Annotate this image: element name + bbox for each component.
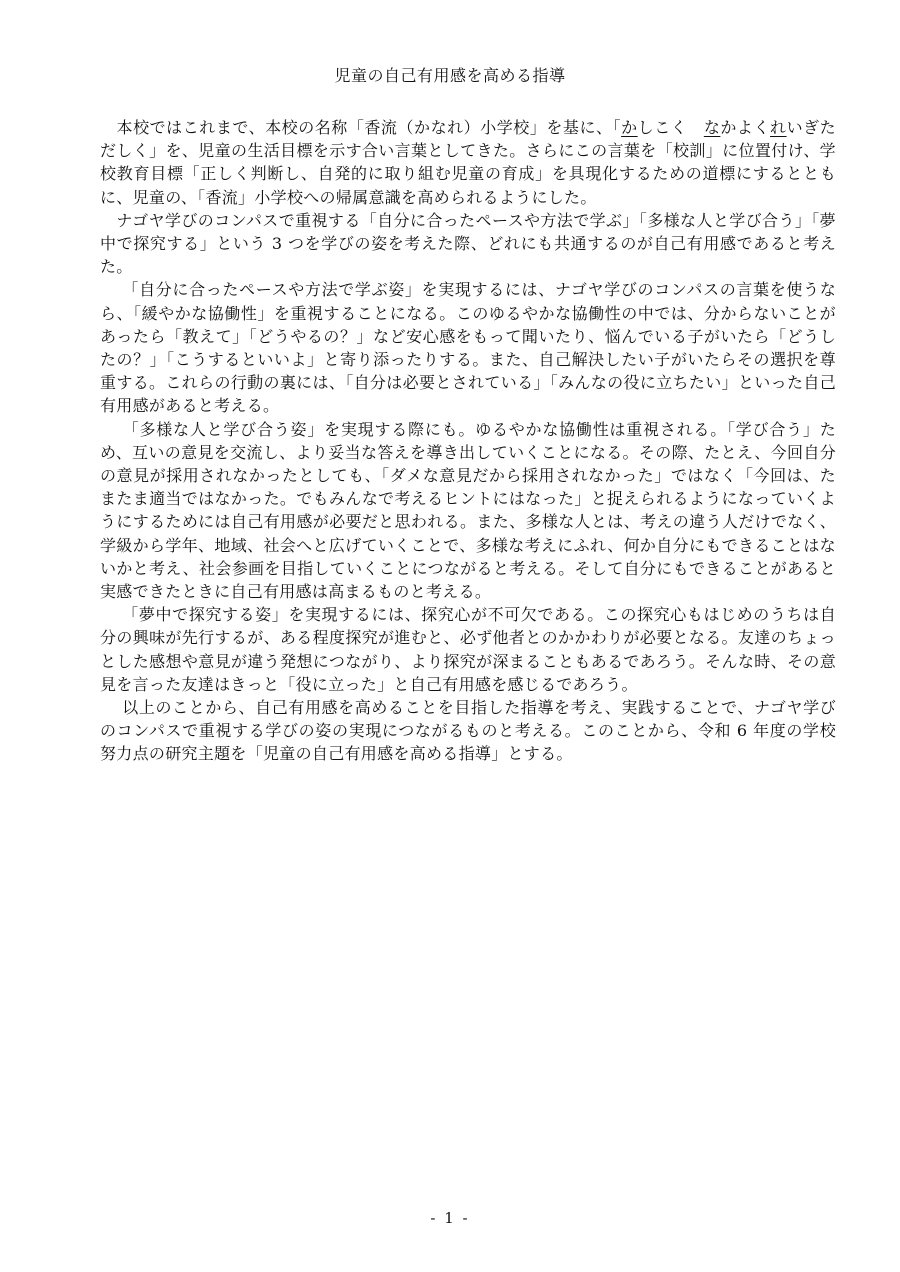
paragraph-indent (100, 211, 116, 230)
underlined-initial: か (621, 118, 638, 137)
paragraph-indent (100, 118, 117, 137)
paragraph-learning-compass (100, 209, 836, 279)
paragraph-text: 「夢中で探究する姿」を実現するには、探究心が不可欠である。この探究心もはじめのうちは自分の興味が先行するが、ある程度探究が進むと、必ず他者とのかかわりが必要となる。友達のちょっとした感想や意見が違う発想につながり、より探究が深まることもあるであろう。そんな時、その意見を言った友達はきっと「役に立った」と自己有用感を感じるであろう。 (100, 605, 836, 694)
paragraph-inquiry (100, 603, 836, 696)
paragraph-indent (100, 698, 122, 717)
page-number: - 1 - (430, 1209, 470, 1227)
paragraph-text: かよく (720, 118, 771, 137)
paragraph-text: 本校ではこれまで、本校の名称「香流（かなれ）小学校」を基に、「 (116, 118, 622, 137)
paragraph-indent (100, 280, 122, 299)
paragraph-indent (100, 420, 123, 439)
paragraph-school-motto (100, 116, 836, 209)
document-body (100, 116, 836, 766)
paragraph-text: 以上のことから、自己有用感を高めることを目指した指導を考え、実践することで、ナゴヤ学びのコンパスで重視する学びの姿の実現につながるものと考える。このことから、令和 6 年度の学校努力点の研究主題を「児童の自己有用感を高める指導」とする。 (100, 698, 836, 764)
page-title: 児童の自己有用感を高める指導 (334, 66, 566, 85)
paragraph-text: しこく (637, 118, 704, 137)
paragraph-own-pace (100, 278, 836, 417)
paragraph-text: いぎただしく」を、児童の生活目標を示す合い言葉としてきた。さらにこの言葉を「校訓」に位置付け、学校教育目標「正しく判断し、自発的に取り組む児童の育成」を具現化するための道標にするとともに、児童の、「香流」小学校への帰属意識を高められるようにした。 (100, 118, 836, 207)
paragraph-text: 「多様な人と学び合う姿」を実現する際にも。ゆるやかな協働性は重視される。「学び合う」ため、互いの意見を交流し、より妥当な答えを導き出していくことになる。その際、たとえ、今回自分の意見が採用されなかったとしても、「ダメな意見だから採用されなかった」ではなく「今回は、たまたま適当ではなかった。でもみんなで考えるヒントにはなった」と捉えられるようになっていくようにするためには自己有用感が必要だと思われる。また、多様な人とは、考えの違う人だけでなく、学級から学年、地域、社会へと広げていくことで、多様な考えにふれ、何か自分にもできることはないかと考え、社会参画を目指していくことにつながると考える。そして自分にもできることがあると実感できたときに自己有用感は高まるものと考える。 (100, 419, 837, 602)
paragraph-diverse-people (100, 418, 836, 604)
paragraph-text: 「自分に合ったペースや方法で学ぶ姿」を実現するには、ナゴヤ学びのコンパスの言葉を使うなら、「緩やかな協働性」を重視することになる。このゆるやかな協働性の中では、分からないことがあったら「教えて」「どうやるの？」など安心感をもって聞いたり、悩んでいる子がいたら「どうしたの？」「こうするといいよ」と寄り添ったりする。また、自己解決したい子がいたらその選択を尊重する。これらの行動の裏には、「自分は必要とされている」「みんなの役に立ちたい」といった自己有用感があると考える。 (100, 280, 837, 416)
underlined-initial: れ (770, 118, 787, 137)
paragraph-conclusion (100, 696, 836, 766)
paragraph-indent (100, 605, 122, 624)
paragraph-text: ナゴヤ学びのコンパスで重視する「自分に合ったペースや方法で学ぶ」「多様な人と学び合う」「夢中で探究する」という 3 つを学びの姿を考えた際、どれにも共通するのが自己有用感であると考えた。 (100, 210, 836, 277)
underlined-initial: な (703, 118, 721, 137)
